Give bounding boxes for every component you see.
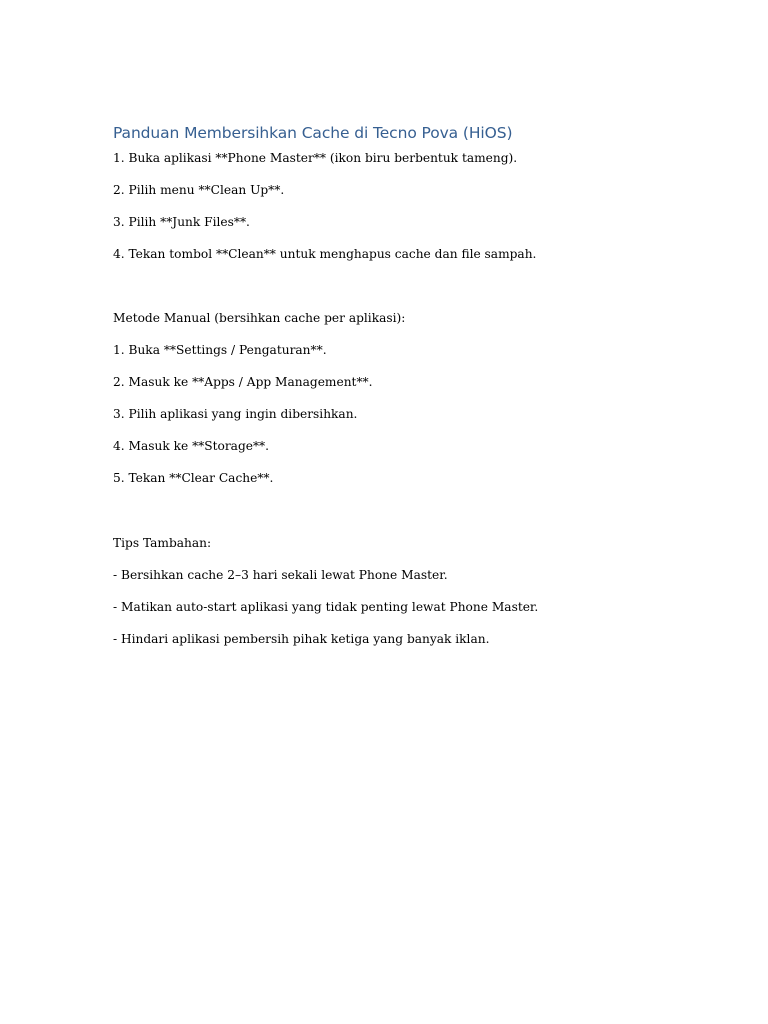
manual-step-apps: 2. Masuk ke **Apps / App Management**.: [113, 375, 373, 389]
step-junk-files: 3. Pilih **Junk Files**.: [113, 215, 250, 229]
step-clean-up-menu: 2. Pilih menu **Clean Up**.: [113, 183, 285, 197]
manual-step-settings: 1. Buka **Settings / Pengaturan**.: [113, 343, 327, 357]
tip-disable-autostart: - Matikan auto-start aplikasi yang tidak penting lewat Phone Master.: [113, 600, 539, 614]
manual-step-choose-app: 3. Pilih aplikasi yang ingin dibersihkan.: [113, 407, 358, 421]
manual-step-clear-cache: 5. Tekan **Clear Cache**.: [113, 471, 274, 485]
tip-avoid-third-party: - Hindari aplikasi pembersih pihak ketiga yang banyak iklan.: [113, 632, 490, 646]
tips-heading: Tips Tambahan:: [113, 536, 212, 550]
manual-step-storage: 4. Masuk ke **Storage**.: [113, 439, 270, 453]
tip-clean-regularly: - Bersihkan cache 2–3 hari sekali lewat Phone Master.: [113, 568, 448, 582]
document-title: Panduan Membersihkan Cache di Tecno Pova (HiOS): [113, 124, 513, 142]
step-phone-master-open: 1. Buka aplikasi **Phone Master** (ikon biru berbentuk tameng).: [113, 151, 518, 165]
step-clean-button: 4. Tekan tombol **Clean** untuk menghapus cache dan file sampah.: [113, 247, 537, 261]
manual-method-heading: Metode Manual (bersihkan cache per aplikasi):: [113, 311, 406, 325]
